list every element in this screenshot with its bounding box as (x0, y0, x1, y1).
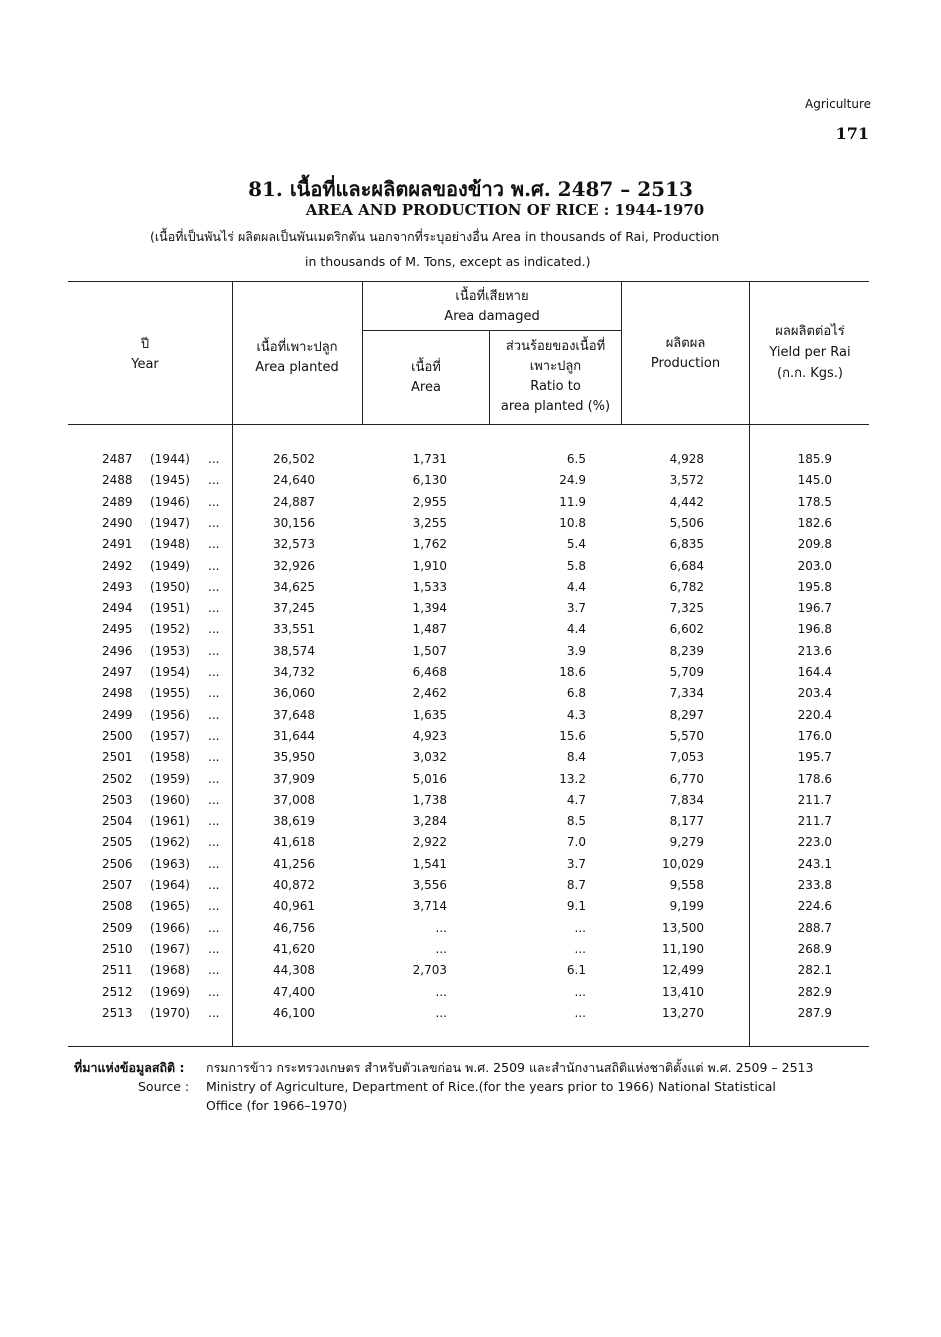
cell-area-damaged: 3,032 (412, 750, 447, 765)
cell-year-ad: (1964) (150, 878, 190, 892)
cell-area-planted: 38,619 (273, 814, 315, 829)
cell-ratio-damaged: 24.9 (559, 473, 586, 488)
table-row (0, 921, 941, 942)
header-ratio-en2: area planted (%) (500, 399, 611, 414)
cell-leader-dots: ... (208, 1005, 220, 1020)
cell-area-planted: 41,620 (273, 941, 315, 956)
cell-ratio-damaged: 7.0 (566, 835, 586, 850)
cell-yield-per-rai: 282.1 (797, 963, 832, 978)
cell-leader-dots: ... (208, 452, 220, 466)
cell-area-planted: 38,574 (273, 643, 315, 658)
cell-production: 4,928 (669, 452, 704, 466)
cell-yield-per-rai: 196.8 (797, 622, 832, 637)
cell-yield-per-rai: 145.0 (797, 473, 832, 488)
cell-leader-dots: ... (208, 814, 220, 829)
header-production (625, 334, 746, 374)
cell-area-damaged: 6,130 (412, 473, 447, 488)
cell-ratio-damaged: 15.6 (559, 728, 586, 743)
cell-leader-dots: ... (208, 941, 220, 956)
cell-area-damaged: 2,703 (412, 963, 447, 978)
cell-area-damaged: 2,922 (412, 835, 447, 850)
cell-production: 10,029 (662, 856, 704, 871)
cell-production: 5,709 (669, 665, 704, 679)
cell-ratio-damaged: 6.5 (566, 452, 586, 466)
cell-year-be: 2496 (102, 643, 133, 658)
cell-area-damaged: 1,731 (412, 452, 447, 466)
cell-year-be: 2490 (102, 515, 133, 530)
cell-area-planted: 30,156 (273, 515, 315, 530)
cell-leader-dots: ... (208, 473, 220, 488)
header-ratio-en1: Ratio to (530, 379, 581, 394)
cell-area-damaged: 1,507 (412, 643, 447, 658)
header-production-th: ผลิตผล (665, 336, 706, 351)
cell-area-damaged: ... (435, 984, 447, 999)
cell-leader-dots: ... (208, 579, 220, 594)
cell-area-damaged: 1,541 (412, 856, 447, 871)
cell-year-be: 2489 (102, 494, 133, 509)
cell-area-damaged: ... (435, 1005, 447, 1020)
cell-year-ad: (1957) (150, 728, 190, 743)
cell-production: 8,177 (669, 814, 704, 829)
cell-yield-per-rai: 288.7 (797, 920, 832, 935)
cell-leader-dots: ... (208, 728, 220, 743)
cell-yield-per-rai: 211.7 (797, 792, 832, 807)
cell-ratio-damaged: ... (574, 920, 586, 935)
cell-year-ad: (1961) (150, 814, 190, 829)
table-row (0, 473, 941, 494)
cell-production: 9,279 (669, 835, 704, 850)
header-ratio-th1: ส่วนร้อยของเนื้อที่ (505, 339, 606, 354)
cell-year-ad: (1958) (150, 750, 190, 765)
cell-area-damaged: 2,955 (412, 494, 447, 509)
cell-year-ad: (1967) (150, 941, 190, 956)
cell-yield-per-rai: 164.4 (797, 665, 832, 679)
cell-year-ad: (1970) (150, 1005, 190, 1020)
cell-year-be: 2502 (102, 771, 133, 786)
cell-leader-dots: ... (208, 878, 220, 892)
cell-area-planted: 37,008 (273, 792, 315, 807)
cell-year-ad: (1946) (150, 494, 190, 509)
cell-year-ad: (1965) (150, 899, 190, 914)
cell-year-ad: (1945) (150, 473, 190, 488)
cell-area-planted: 26,502 (273, 452, 315, 466)
table-row (0, 559, 941, 580)
cell-leader-dots: ... (208, 792, 220, 807)
cell-year-be: 2497 (102, 665, 133, 679)
unit-note-line1: (เนื้อที่เป็นพันไร่ ผลิตผลเป็นพันเมตริกตัน นอกจากที่ระบุอย่างอื่น Area in thousands of Rai, Production (150, 229, 720, 244)
cell-production: 6,782 (669, 579, 704, 594)
table-row (0, 729, 941, 750)
cell-year-ad: (1962) (150, 835, 190, 850)
cell-leader-dots: ... (208, 963, 220, 978)
cell-area-planted: 34,732 (273, 665, 315, 679)
table-row (0, 963, 941, 984)
cell-leader-dots: ... (208, 537, 220, 552)
source-en-text1: Ministry of Agriculture, Department of Rice.(for the years prior to 1966) National Statistical (206, 1079, 776, 1094)
cell-leader-dots: ... (208, 835, 220, 850)
cell-area-planted: 46,756 (273, 920, 315, 935)
cell-ratio-damaged: 4.4 (566, 579, 586, 594)
cell-production: 3,572 (669, 473, 704, 488)
cell-area-planted: 40,872 (273, 878, 315, 892)
cell-area-planted: 37,909 (273, 771, 315, 786)
cell-leader-dots: ... (208, 665, 220, 679)
cell-production: 13,500 (662, 920, 704, 935)
cell-year-ad: (1944) (150, 452, 190, 466)
cell-area-damaged: 1,487 (412, 622, 447, 637)
table-row (0, 835, 941, 856)
cell-area-damaged: ... (435, 920, 447, 935)
cell-area-damaged: 3,714 (412, 899, 447, 914)
cell-production: 8,239 (669, 643, 704, 658)
table-row (0, 686, 941, 707)
cell-ratio-damaged: 6.8 (566, 686, 586, 701)
cell-production: 7,334 (669, 686, 704, 701)
table-row (0, 942, 941, 963)
cell-year-be: 2501 (102, 750, 133, 765)
source-th-label: ที่มาแห่งข้อมูลสถิติ : (74, 1060, 185, 1075)
cell-year-ad: (1969) (150, 984, 190, 999)
cell-ratio-damaged: 4.3 (566, 707, 586, 722)
cell-yield-per-rai: 213.6 (797, 643, 832, 658)
divider-4 (621, 282, 622, 424)
cell-yield-per-rai: 287.9 (797, 1005, 832, 1020)
header-planted-th: เนื้อที่เพาะปลูก (256, 340, 338, 355)
cell-year-be: 2508 (102, 899, 133, 914)
cell-year-be: 2511 (102, 963, 133, 978)
cell-year-ad: (1951) (150, 601, 190, 616)
table-row (0, 495, 941, 516)
cell-ratio-damaged: 5.8 (566, 558, 586, 573)
cell-production: 8,297 (669, 707, 704, 722)
table-row (0, 644, 941, 665)
cell-area-planted: 47,400 (273, 984, 315, 999)
cell-year-ad: (1956) (150, 707, 190, 722)
cell-area-damaged: 1,533 (412, 579, 447, 594)
cell-yield-per-rai: 233.8 (797, 878, 832, 892)
cell-area-planted: 46,100 (273, 1005, 315, 1020)
cell-area-planted: 37,245 (273, 601, 315, 616)
cell-ratio-damaged: 3.7 (566, 601, 586, 616)
cell-ratio-damaged: 8.7 (566, 878, 586, 892)
cell-area-damaged: 4,923 (412, 728, 447, 743)
cell-area-planted: 41,256 (273, 856, 315, 871)
cell-ratio-damaged: 4.7 (566, 792, 586, 807)
cell-area-damaged: 1,394 (412, 601, 447, 616)
cell-area-damaged: 1,635 (412, 707, 447, 722)
table-row (0, 878, 941, 899)
cell-leader-dots: ... (208, 643, 220, 658)
divider-2 (362, 282, 363, 424)
cell-yield-per-rai: 203.4 (797, 686, 832, 701)
cell-area-planted: 24,640 (273, 473, 315, 488)
cell-production: 9,199 (669, 899, 704, 914)
header-damaged-th: เนื้อที่เสียหาย (455, 289, 529, 304)
cell-ratio-damaged: 3.9 (566, 643, 586, 658)
cell-year-ad: (1968) (150, 963, 190, 978)
header-area-th: เนื้อที่ (411, 360, 441, 375)
cell-area-planted: 41,618 (273, 835, 315, 850)
header-ratio (492, 337, 619, 417)
cell-year-ad: (1955) (150, 686, 190, 701)
table-row (0, 622, 941, 643)
cell-year-be: 2495 (102, 622, 133, 637)
table-row (0, 899, 941, 920)
unit-note-line2: in thousands of M. Tons, except as indicated.) (305, 254, 591, 269)
header-damaged-en: Area damaged (444, 309, 540, 324)
cell-leader-dots: ... (208, 622, 220, 637)
cell-production: 5,506 (669, 515, 704, 530)
cell-area-damaged: 1,762 (412, 537, 447, 552)
header-yield-unit: (ก.ก. Kgs.) (777, 366, 843, 381)
cell-area-damaged: 3,255 (412, 515, 447, 530)
table-row (0, 750, 941, 771)
cell-leader-dots: ... (208, 601, 220, 616)
cell-year-be: 2506 (102, 856, 133, 871)
header-area-en: Area (411, 380, 441, 395)
cell-area-damaged: 1,738 (412, 792, 447, 807)
header-yield (752, 321, 868, 384)
cell-ratio-damaged: ... (574, 984, 586, 999)
cell-ratio-damaged: ... (574, 941, 586, 956)
cell-yield-per-rai: 223.0 (797, 835, 832, 850)
table-row (0, 814, 941, 835)
cell-yield-per-rai: 268.9 (797, 941, 832, 956)
cell-production: 6,602 (669, 622, 704, 637)
table-row (0, 1006, 941, 1027)
damaged-sub-rule (363, 330, 621, 331)
cell-ratio-damaged: 9.1 (566, 899, 586, 914)
cell-area-damaged: 1,910 (412, 558, 447, 573)
cell-ratio-damaged: 8.4 (566, 750, 586, 765)
cell-year-be: 2488 (102, 473, 133, 488)
cell-year-be: 2507 (102, 878, 133, 892)
cell-area-damaged: 3,556 (412, 878, 447, 892)
cell-yield-per-rai: 282.9 (797, 984, 832, 999)
table-row (0, 452, 941, 473)
table-row (0, 665, 941, 686)
header-planted (236, 338, 358, 378)
cell-yield-per-rai: 196.7 (797, 601, 832, 616)
cell-yield-per-rai: 176.0 (797, 728, 832, 743)
cell-year-be: 2513 (102, 1005, 133, 1020)
header-production-en: Production (650, 356, 721, 371)
cell-area-planted: 32,573 (273, 537, 315, 552)
cell-leader-dots: ... (208, 494, 220, 509)
cell-production: 4,442 (669, 494, 704, 509)
table-row (0, 537, 941, 558)
cell-ratio-damaged: 8.5 (566, 814, 586, 829)
cell-production: 6,835 (669, 537, 704, 552)
cell-area-damaged: ... (435, 941, 447, 956)
table-row (0, 516, 941, 537)
cell-production: 12,499 (662, 963, 704, 978)
cell-year-ad: (1952) (150, 622, 190, 637)
cell-production: 11,190 (662, 941, 704, 956)
table-row (0, 601, 941, 622)
cell-yield-per-rai: 178.5 (797, 494, 832, 509)
header-area (366, 358, 486, 398)
cell-production: 13,270 (662, 1005, 704, 1020)
cell-area-damaged: 3,284 (412, 814, 447, 829)
header-damaged (366, 287, 618, 327)
cell-year-ad: (1949) (150, 558, 190, 573)
cell-ratio-damaged: 4.4 (566, 622, 586, 637)
cell-year-be: 2494 (102, 601, 133, 616)
table-row (0, 985, 941, 1006)
cell-production: 9,558 (669, 878, 704, 892)
table-bottom-rule (68, 1046, 869, 1047)
source-en-label: Source : (138, 1079, 190, 1094)
cell-leader-dots: ... (208, 920, 220, 935)
cell-production: 13,410 (662, 984, 704, 999)
cell-ratio-damaged: 6.1 (566, 963, 586, 978)
cell-production: 6,684 (669, 558, 704, 573)
cell-area-planted: 31,644 (273, 728, 315, 743)
cell-year-be: 2492 (102, 558, 133, 573)
cell-ratio-damaged: 11.9 (559, 494, 586, 509)
source-th-text: กรมการข้าว กระทรวงเกษตร สำหรับตัวเลขก่อน พ.ศ. 2509 และสำนักงานสถิติแห่งชาติตั้งแต่ พ.ศ. 2509 – 2513 (206, 1060, 814, 1075)
cell-year-ad: (1963) (150, 856, 190, 871)
cell-area-planted: 33,551 (273, 622, 315, 637)
cell-ratio-damaged: ... (574, 1005, 586, 1020)
cell-area-damaged: 6,468 (412, 665, 447, 679)
cell-production: 6,770 (669, 771, 704, 786)
cell-leader-dots: ... (208, 771, 220, 786)
cell-year-be: 2510 (102, 941, 133, 956)
cell-year-be: 2498 (102, 686, 133, 701)
cell-production: 7,053 (669, 750, 704, 765)
cell-yield-per-rai: 209.8 (797, 537, 832, 552)
title-english: AREA AND PRODUCTION OF RICE : 1944-1970 (305, 201, 705, 219)
table-row (0, 857, 941, 878)
cell-year-be: 2504 (102, 814, 133, 829)
cell-yield-per-rai: 182.6 (797, 515, 832, 530)
cell-year-ad: (1966) (150, 920, 190, 935)
cell-year-ad: (1950) (150, 579, 190, 594)
cell-year-be: 2505 (102, 835, 133, 850)
cell-yield-per-rai: 211.7 (797, 814, 832, 829)
cell-year-ad: (1954) (150, 665, 190, 679)
cell-leader-dots: ... (208, 515, 220, 530)
cell-ratio-damaged: 3.7 (566, 856, 586, 871)
cell-ratio-damaged: 13.2 (559, 771, 586, 786)
cell-yield-per-rai: 220.4 (797, 707, 832, 722)
cell-leader-dots: ... (208, 899, 220, 914)
table-row (0, 793, 941, 814)
cell-area-damaged: 5,016 (412, 771, 447, 786)
cell-year-ad: (1953) (150, 643, 190, 658)
cell-year-ad: (1960) (150, 792, 190, 807)
cell-leader-dots: ... (208, 856, 220, 871)
cell-yield-per-rai: 224.6 (797, 899, 832, 914)
cell-area-planted: 36,060 (273, 686, 315, 701)
cell-yield-per-rai: 195.7 (797, 750, 832, 765)
cell-leader-dots: ... (208, 707, 220, 722)
cell-area-planted: 24,887 (273, 494, 315, 509)
cell-year-be: 2493 (102, 579, 133, 594)
source-en-text2: Office (for 1966–1970) (206, 1098, 348, 1113)
cell-year-be: 2509 (102, 920, 133, 935)
header-year-th: ปี (140, 337, 150, 352)
cell-area-planted: 34,625 (273, 579, 315, 594)
cell-production: 7,834 (669, 792, 704, 807)
header-yield-en: Yield per Rai (769, 345, 851, 360)
cell-area-planted: 32,926 (273, 558, 315, 573)
cell-leader-dots: ... (208, 750, 220, 765)
cell-year-be: 2487 (102, 452, 133, 466)
cell-year-be: 2503 (102, 792, 133, 807)
cell-leader-dots: ... (208, 686, 220, 701)
cell-production: 7,325 (669, 601, 704, 616)
header-yield-th: ผลผลิตต่อไร่ (775, 324, 845, 339)
cell-year-be: 2499 (102, 707, 133, 722)
cell-year-be: 2512 (102, 984, 133, 999)
cell-production: 5,570 (669, 728, 704, 743)
cell-ratio-damaged: 5.4 (566, 537, 586, 552)
cell-yield-per-rai: 243.1 (797, 856, 832, 871)
cell-yield-per-rai: 185.9 (797, 452, 832, 466)
section-label: Agriculture (805, 97, 871, 111)
cell-yield-per-rai: 178.6 (797, 771, 832, 786)
cell-yield-per-rai: 203.0 (797, 558, 832, 573)
cell-area-damaged: 2,462 (412, 686, 447, 701)
header-year (100, 335, 190, 375)
cell-year-ad: (1948) (150, 537, 190, 552)
cell-leader-dots: ... (208, 558, 220, 573)
header-planted-en: Area planted (255, 360, 339, 375)
cell-area-planted: 44,308 (273, 963, 315, 978)
page-number: 171 (835, 124, 869, 143)
table-row (0, 708, 941, 729)
divider-3 (489, 331, 490, 424)
cell-year-be: 2491 (102, 537, 133, 552)
cell-ratio-damaged: 18.6 (559, 665, 586, 679)
cell-area-planted: 35,950 (273, 750, 315, 765)
cell-year-ad: (1947) (150, 515, 190, 530)
cell-yield-per-rai: 195.8 (797, 579, 832, 594)
cell-ratio-damaged: 10.8 (559, 515, 586, 530)
cell-leader-dots: ... (208, 984, 220, 999)
header-year-en: Year (131, 357, 159, 372)
table-row (0, 580, 941, 601)
header-ratio-th2: เพาะปลูก (529, 359, 582, 374)
title-thai: 81. เนื้อที่และผลิตผลของข้าว พ.ศ. 2487 – 2513 (248, 177, 693, 201)
cell-area-planted: 40,961 (273, 899, 315, 914)
cell-area-planted: 37,648 (273, 707, 315, 722)
cell-year-be: 2500 (102, 728, 133, 743)
cell-year-ad: (1959) (150, 771, 190, 786)
table-row (0, 772, 941, 793)
